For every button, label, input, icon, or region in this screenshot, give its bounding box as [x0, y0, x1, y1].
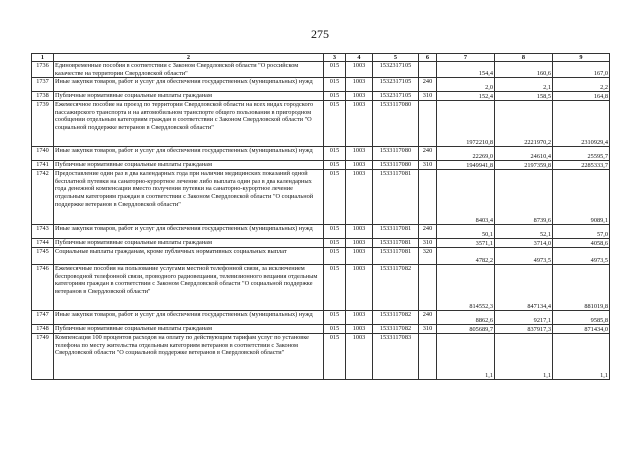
row-number: 1744 [32, 239, 54, 248]
ministry-code: 015 [324, 62, 346, 78]
ministry-code: 015 [324, 248, 346, 265]
column-number-header: 6 [419, 54, 437, 62]
amount-year-3: 9089,1 [553, 170, 610, 225]
ministry-code: 015 [324, 265, 346, 311]
row-description: Иные закупки товаров, работ и услуг для обеспечения государственных (муниципальных) нужд [54, 311, 324, 325]
table-row [32, 101, 610, 147]
table-row [32, 62, 610, 78]
amount-year-2: 158,5 [495, 92, 553, 101]
amount-year-3: 57,0 [553, 225, 610, 239]
target-article-code: 1532317105 [373, 92, 419, 101]
table-row [32, 265, 610, 311]
expense-type-code: 310 [419, 239, 437, 248]
expense-type-code: 240 [419, 147, 437, 161]
row-number: 1737 [32, 78, 54, 92]
amount-year-1: 152,4 [437, 92, 495, 101]
column-number-header: 2 [54, 54, 324, 62]
section-code: 1003 [346, 92, 373, 101]
target-article-code: 1533117081 [373, 248, 419, 265]
row-number: 1742 [32, 170, 54, 225]
table-row [32, 334, 610, 380]
expense-type-code: 320 [419, 248, 437, 265]
row-description: Компенсация 100 процентов расходов на оплату по действующим тарифам услуг по установке телефона по месту жительства отдельным категориям ветеранов в соответствии с Законом Свердловской области "О социальной поддержке ветеранов в Свердловской области" [54, 334, 324, 380]
row-description: Предоставление один раз в два календарных года при наличии медицинских показаний одной бесплатной путевки на санаторно-курортное лечение либо выплата один раз в два календарных года денежной компенсации вместо получения путевки на санаторно-курортное лечение отдельным категориям граждан в соответствии с Законом Свердловской области "О социальной поддержке ветеранов в Свердловской области" [54, 170, 324, 225]
amount-year-2: 2,1 [495, 78, 553, 92]
target-article-code: 1532317105 [373, 62, 419, 78]
table-row [32, 170, 610, 225]
row-number: 1740 [32, 147, 54, 161]
column-number-header: 5 [373, 54, 419, 62]
amount-year-2: 837917,3 [495, 325, 553, 334]
table-row [32, 311, 610, 325]
column-number-header: 9 [553, 54, 610, 62]
target-article-code: 1533117082 [373, 265, 419, 311]
amount-year-1: 3571,1 [437, 239, 495, 248]
amount-year-2: 24610,4 [495, 147, 553, 161]
target-article-code: 1532317105 [373, 78, 419, 92]
amount-year-1: 8403,4 [437, 170, 495, 225]
expense-type-code [419, 170, 437, 225]
section-code: 1003 [346, 161, 373, 170]
amount-year-2: 2221970,2 [495, 101, 553, 147]
column-number-header: 7 [437, 54, 495, 62]
column-number-header: 8 [495, 54, 553, 62]
amount-year-2: 3714,0 [495, 239, 553, 248]
ministry-code: 015 [324, 101, 346, 147]
ministry-code: 015 [324, 92, 346, 101]
amount-year-1: 22269,0 [437, 147, 495, 161]
row-description: Ежемесячное пособие на проезд по территории Свердловской области на всех видах городского пассажирского транспорта и на автомобильном транспорте общего пользования в пригородном сообщении отдельным категориям граждан в соответствии с Законом Свердловской области "О социальной поддержке ветеранов в Свердловской области" [54, 101, 324, 147]
row-number: 1741 [32, 161, 54, 170]
ministry-code: 015 [324, 239, 346, 248]
amount-year-3: 2285333,7 [553, 161, 610, 170]
expense-type-code [419, 62, 437, 78]
section-code: 1003 [346, 265, 373, 311]
amount-year-3: 25595,7 [553, 147, 610, 161]
target-article-code: 1533117081 [373, 239, 419, 248]
amount-year-3: 1,1 [553, 334, 610, 380]
row-description: Публичные нормативные социальные выплаты гражданам [54, 325, 324, 334]
amount-year-2: 847134,4 [495, 265, 553, 311]
amount-year-3: 4973,5 [553, 248, 610, 265]
column-number-header: 3 [324, 54, 346, 62]
expense-type-code: 240 [419, 78, 437, 92]
table-row [32, 147, 610, 161]
row-number: 1739 [32, 101, 54, 147]
amount-year-1: 4782,2 [437, 248, 495, 265]
row-number: 1745 [32, 248, 54, 265]
target-article-code: 1533117080 [373, 161, 419, 170]
table-row [32, 92, 610, 101]
amount-year-2: 1,1 [495, 334, 553, 380]
target-article-code: 1533117082 [373, 311, 419, 325]
row-number: 1748 [32, 325, 54, 334]
section-code: 1003 [346, 225, 373, 239]
section-code: 1003 [346, 248, 373, 265]
expense-type-code: 310 [419, 92, 437, 101]
section-code: 1003 [346, 334, 373, 380]
table-row [32, 239, 610, 248]
row-description: Ежемесячные пособия на пользование услугами местной телефонной связи, за исключением беспроводной телефонной связи, проводного радиовещания, телевизионного вещания отдельным категориям граждан в соответствии с Законом Свердловской области "О социальной поддержке ветеранов в Свердловской области" [54, 265, 324, 311]
section-code: 1003 [346, 170, 373, 225]
expense-type-code: 240 [419, 225, 437, 239]
target-article-code: 1533117082 [373, 325, 419, 334]
amount-year-1: 814552,3 [437, 265, 495, 311]
table-row [32, 78, 610, 92]
row-description: Иные закупки товаров, работ и услуг для обеспечения государственных (муниципальных) нужд [54, 78, 324, 92]
table-row [32, 225, 610, 239]
section-code: 1003 [346, 78, 373, 92]
ministry-code: 015 [324, 311, 346, 325]
amount-year-3: 881019,8 [553, 265, 610, 311]
section-code: 1003 [346, 62, 373, 78]
amount-year-2: 2197359,8 [495, 161, 553, 170]
amount-year-2: 8739,6 [495, 170, 553, 225]
expense-type-code: 240 [419, 311, 437, 325]
table-header-row [32, 54, 610, 62]
amount-year-3: 2310929,4 [553, 101, 610, 147]
row-number: 1746 [32, 265, 54, 311]
amount-year-3: 871434,0 [553, 325, 610, 334]
row-description: Публичные нормативные социальные выплаты гражданам [54, 92, 324, 101]
row-number: 1743 [32, 225, 54, 239]
row-number: 1736 [32, 62, 54, 78]
amount-year-2: 4973,5 [495, 248, 553, 265]
target-article-code: 1533117080 [373, 147, 419, 161]
amount-year-3: 167,0 [553, 62, 610, 78]
ministry-code: 015 [324, 170, 346, 225]
amount-year-3: 2,2 [553, 78, 610, 92]
ministry-code: 015 [324, 161, 346, 170]
row-description: Социальные выплаты гражданам, кроме публичных нормативных социальных выплат [54, 248, 324, 265]
amount-year-1: 1972210,8 [437, 101, 495, 147]
amount-year-1: 8862,6 [437, 311, 495, 325]
amount-year-1: 2,0 [437, 78, 495, 92]
row-number: 1749 [32, 334, 54, 380]
amount-year-1: 1,1 [437, 334, 495, 380]
column-number-header: 1 [32, 54, 54, 62]
target-article-code: 1533117081 [373, 225, 419, 239]
row-description: Публичные нормативные социальные выплаты гражданам [54, 239, 324, 248]
expense-type-code [419, 265, 437, 311]
row-number: 1738 [32, 92, 54, 101]
expense-type-code [419, 101, 437, 147]
table-row [32, 248, 610, 265]
column-number-header: 4 [346, 54, 373, 62]
row-description: Иные закупки товаров, работ и услуг для обеспечения государственных (муниципальных) нужд [54, 225, 324, 239]
expense-type-code: 310 [419, 325, 437, 334]
row-number: 1747 [32, 311, 54, 325]
section-code: 1003 [346, 311, 373, 325]
target-article-code: 1533117080 [373, 101, 419, 147]
budget-table [31, 53, 610, 380]
amount-year-2: 52,1 [495, 225, 553, 239]
page-number: 275 [311, 27, 329, 41]
ministry-code: 015 [324, 325, 346, 334]
amount-year-2: 160,6 [495, 62, 553, 78]
row-description: Иные закупки товаров, работ и услуг для обеспечения государственных (муниципальных) нужд [54, 147, 324, 161]
section-code: 1003 [346, 147, 373, 161]
section-code: 1003 [346, 239, 373, 248]
section-code: 1003 [346, 325, 373, 334]
ministry-code: 015 [324, 147, 346, 161]
table-row [32, 325, 610, 334]
amount-year-1: 154,4 [437, 62, 495, 78]
ministry-code: 015 [324, 225, 346, 239]
table-row [32, 161, 610, 170]
target-article-code: 1533117081 [373, 170, 419, 225]
row-description: Публичные нормативные социальные выплаты гражданам [54, 161, 324, 170]
amount-year-1: 50,1 [437, 225, 495, 239]
expense-type-code [419, 334, 437, 380]
section-code: 1003 [346, 101, 373, 147]
amount-year-3: 4058,6 [553, 239, 610, 248]
amount-year-3: 164,8 [553, 92, 610, 101]
amount-year-3: 9585,8 [553, 311, 610, 325]
expense-type-code: 310 [419, 161, 437, 170]
amount-year-1: 805689,7 [437, 325, 495, 334]
amount-year-1: 1949941,8 [437, 161, 495, 170]
ministry-code: 015 [324, 78, 346, 92]
ministry-code: 015 [324, 334, 346, 380]
row-description: Единовременные пособия в соответствии с Законом Свердловской области "О российском казачестве на территории Свердловской области" [54, 62, 324, 78]
amount-year-2: 9217,1 [495, 311, 553, 325]
target-article-code: 1533117083 [373, 334, 419, 380]
